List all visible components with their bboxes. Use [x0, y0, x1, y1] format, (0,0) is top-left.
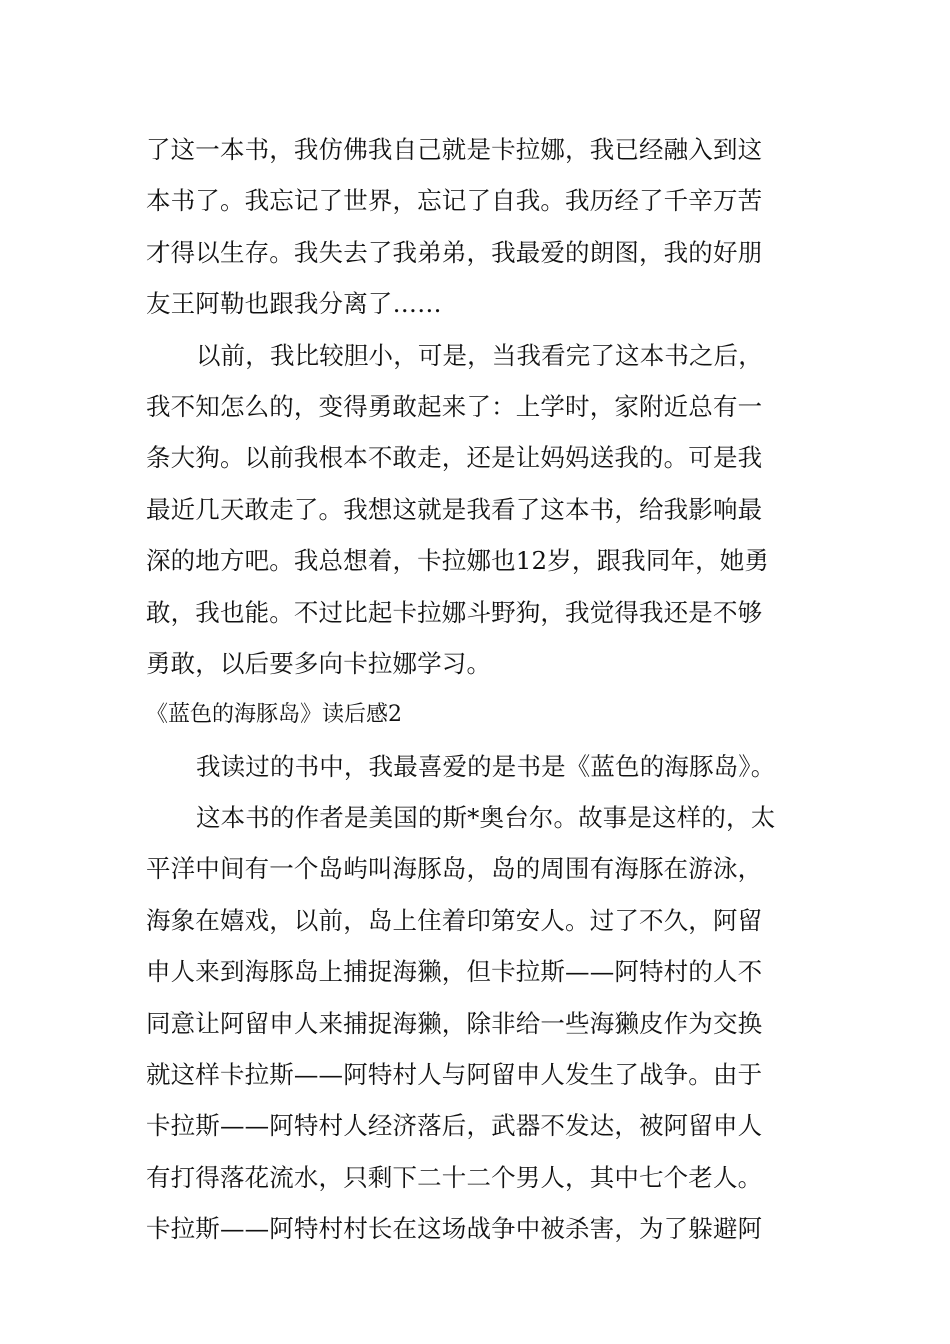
- text-line: 敢，我也能。不过比起卡拉娜斗野狗，我觉得我还是不够: [146, 597, 763, 627]
- text-line: 最近几天敢走了。我想这就是我看了这本书，给我影响最: [146, 494, 763, 524]
- text-line: 有打得落花流水，只剩下二十二个男人，其中七个老人。: [146, 1162, 763, 1192]
- text-line: 同意让阿留申人来捕捉海獭，除非给一些海獭皮作为交换: [146, 1008, 763, 1038]
- text-line: 勇敢，以后要多向卡拉娜学习。: [146, 648, 492, 678]
- text-line: 我不知怎么的，变得勇敢起来了：上学时，家附近总有一: [146, 391, 763, 421]
- paragraph-start-line: 我读过的书中，我最喜爱的是书是《蓝色的海豚岛》。: [196, 751, 776, 781]
- paragraph-start-line: 以前，我比较胆小，可是，当我看完了这本书之后，: [196, 340, 763, 370]
- text-line: 卡拉斯——阿特村村长在这场战争中被杀害，为了躲避阿: [146, 1214, 763, 1244]
- text-line: 条大狗。以前我根本不敢走，还是让妈妈送我的。可是我: [146, 443, 763, 473]
- text-line: 才得以生存。我失去了我弟弟，我最爱的朗图，我的好朋: [146, 237, 763, 267]
- text-line: 申人来到海豚岛上捕捉海獭，但卡拉斯——阿特村的人不: [146, 957, 763, 987]
- text-line: 海象在嬉戏，以前，岛上住着印第安人。过了不久，阿留: [146, 905, 763, 935]
- section-heading: 《蓝色的海豚岛》读后感2: [146, 702, 402, 728]
- text-line: 了这一本书，我仿佛我自己就是卡拉娜，我已经融入到这: [146, 135, 763, 164]
- text-line: 深的地方吧。我总想着，卡拉娜也12岁，跟我同年，她勇: [146, 546, 770, 576]
- paragraph-start-line: 这本书的作者是美国的斯*奥台尔。故事是这样的，太: [196, 803, 776, 833]
- text-line: 本书了。我忘记了世界，忘记了自我。我历经了千辛万苦: [146, 186, 763, 216]
- text-line: 友王阿勒也跟我分离了……: [146, 289, 442, 319]
- text-line: 平洋中间有一个岛屿叫海豚岛，岛的周围有海豚在游泳，: [146, 854, 763, 884]
- text-line: 卡拉斯——阿特村人经济落后，武器不发达，被阿留申人: [146, 1111, 763, 1141]
- text-line: 就这样卡拉斯——阿特村人与阿留申人发生了战争。由于: [146, 1060, 763, 1090]
- body-text: [146, 124, 808, 1255]
